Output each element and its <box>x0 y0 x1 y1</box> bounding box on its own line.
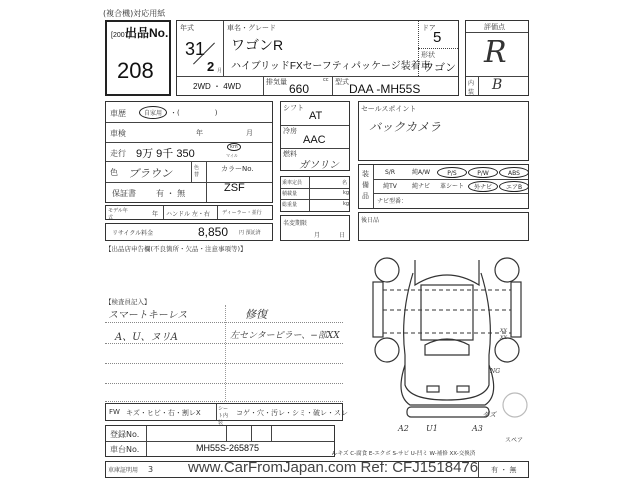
load-label: 積載量 <box>282 191 298 197</box>
inspection-month: 月 <box>246 129 253 137</box>
sales-point-block <box>358 101 529 161</box>
grade-box <box>465 20 529 96</box>
model-year-label: モデル年式 <box>108 208 128 221</box>
fuel-label: 燃料 <box>283 150 297 158</box>
capacity-label: 乗車定員 <box>282 180 303 186</box>
equipment-item: 純TV <box>383 183 397 190</box>
color-no-label: カラーNo. <box>221 165 254 173</box>
grade-label: 評価点 <box>484 23 505 31</box>
drive: 2WD ・ 4WD <box>193 82 241 91</box>
equipment-item: P/S <box>437 167 467 178</box>
displacement: 660 <box>289 82 310 96</box>
vehicle-box <box>176 20 459 96</box>
inspector-note: スマートキーレス <box>108 310 188 321</box>
name-label: 車名・グレード <box>227 24 276 32</box>
inspector-note: A、U、ヌリA <box>115 332 178 343</box>
recycle-label: リサイクル料金 <box>112 230 154 237</box>
damage-mark: U1 <box>426 424 438 433</box>
model-year-row <box>105 205 273 220</box>
model-label: 型式 <box>335 78 349 86</box>
inspector-label: 【検査員記入】 <box>105 298 151 306</box>
load-unit: kg <box>343 190 350 196</box>
fw-options: キズ・ヒビ・右・割レX <box>126 409 201 417</box>
damage-legend: A-キズ C-腐食 E-エクボ S-サビ U-凹ミ W-補修 XX-交換済 <box>332 451 476 457</box>
name-change-month: 月 <box>314 232 321 239</box>
equipment-item: ABS <box>499 167 529 178</box>
name-change-label: 名変期限 <box>283 220 308 227</box>
inspection-label: 車検 <box>110 129 126 138</box>
navi-model-label: ナビ型番： <box>377 198 408 205</box>
mileage: 9万 9千 350 <box>136 148 195 160</box>
lot-box <box>105 20 171 96</box>
damage-mark: A2 <box>398 424 409 433</box>
recycle-unit: 円 預託済 <box>239 230 261 236</box>
color-change-label: 色替 <box>194 165 200 178</box>
shift: AT <box>309 110 323 122</box>
car-name: ワゴンR <box>231 37 284 53</box>
year: 31 <box>185 39 206 59</box>
capacity-block <box>280 176 350 212</box>
seat-label: シート内装 <box>218 406 229 426</box>
spare-label: スペア <box>505 437 524 444</box>
damage-mark: NG <box>490 368 501 375</box>
inspection-year: 年 <box>196 129 203 137</box>
name-change-block <box>280 215 350 241</box>
garage-options: 有 ・ 無 <box>491 466 517 474</box>
registration-box <box>105 425 335 457</box>
grade-name: ハイブリッドFXセーフティパッケージ装着車 <box>231 61 431 72</box>
mile-unit: マイル <box>226 153 238 158</box>
history-label: 車歴 <box>110 109 126 118</box>
equipment-label: 装備品 <box>362 170 369 200</box>
history-value: 自家用 <box>139 106 167 119</box>
equipment-item: 純A/W <box>411 169 431 176</box>
damage-mark: XX <box>500 328 508 334</box>
color-no: ZSF <box>224 182 245 194</box>
garage-label: 車庫証明用 <box>108 467 139 474</box>
equipment-item: P/W <box>468 167 498 178</box>
doors: 5 <box>433 29 442 46</box>
damage-mark: A3 <box>472 424 483 433</box>
watermark: www.CarFromJapan.com Ref: CFJ1518476 <box>188 459 479 476</box>
capacity-unit: 名 <box>342 180 348 186</box>
equipment-item: 外ナビ <box>468 181 498 192</box>
fw-label: FW <box>109 408 120 416</box>
equipment-item: 革シート <box>439 183 464 190</box>
weight-label: 総重量 <box>282 202 298 208</box>
model-year-unit: 年 <box>152 211 159 218</box>
later-items-label: 後日品 <box>361 217 380 224</box>
damage-mark: ダズ <box>482 411 496 419</box>
color-label: 色 <box>110 168 118 177</box>
dealer-options: ディーラー・並行 <box>222 210 262 216</box>
handle-options: ハンドル 左・右 <box>166 211 210 218</box>
chassis-label: 車台No. <box>110 445 140 454</box>
damage-mark: XX <box>500 335 508 341</box>
seat-options: コゲ・穴・汚レ・シミ・破レ・スレ <box>236 409 348 417</box>
lot-number: 208 <box>117 58 154 83</box>
history-block <box>105 101 273 203</box>
recycle-amount: 8,850 <box>198 225 229 239</box>
lot-label: 出品No. <box>125 26 169 40</box>
shift-block <box>280 101 350 171</box>
grade-score: R <box>484 35 507 70</box>
month-unit: 月 <box>217 68 223 74</box>
fw-row <box>105 403 348 426</box>
name-change-day: 日 <box>339 232 346 239</box>
later-items-block <box>358 212 529 241</box>
equipment-item: 純ナビ <box>411 183 430 190</box>
shape-label: 形状 <box>421 51 435 59</box>
interior-label: 内装 <box>468 80 475 96</box>
sales-point: バックカメラ <box>369 120 442 134</box>
lot-year-tag: [2007] <box>111 32 131 39</box>
mileage-label: 走行 <box>110 149 126 158</box>
cc-unit: cc <box>323 77 329 83</box>
color: ブラウン <box>128 167 172 180</box>
inspector-note: 修復 <box>245 308 267 321</box>
warranty-options: 有 ・ 無 <box>156 189 186 198</box>
km-unit: km <box>227 143 241 151</box>
equipment-block <box>358 164 529 209</box>
sales-label: セールスポイント <box>361 105 417 113</box>
equipment-item: エアB <box>499 181 529 192</box>
chassis-number: MH55S-265875 <box>196 443 260 453</box>
equipment-item: S/R <box>385 169 395 176</box>
history-paren: ・( ) <box>170 109 218 117</box>
garage-value: 3 <box>148 465 154 474</box>
ac-label: 冷房 <box>283 127 297 135</box>
model-code: DAA -MH55S <box>349 82 421 96</box>
ac: AAC <box>303 134 326 146</box>
year-label: 年式 <box>180 24 194 32</box>
declaration-label: 【出品店申告欄(不良箇所・欠品・注意事項等)】 <box>105 245 247 253</box>
month: 2 <box>207 59 215 74</box>
inspector-note: 左センターピラー、−部XX <box>230 331 340 341</box>
interior-grade: B <box>492 77 503 93</box>
shift-label: シフト <box>283 104 304 112</box>
door-label: ドア <box>422 24 436 32</box>
reg-label: 登録No. <box>110 430 140 439</box>
fuel: ガソリン <box>299 160 339 171</box>
weight-unit: kg <box>343 201 350 207</box>
displacement-label: 排気量 <box>266 78 287 86</box>
warranty-label: 保証書 <box>112 189 136 198</box>
recycle-row <box>105 223 273 241</box>
paper-note: (複合機)対応用紙 <box>103 9 166 18</box>
shape: ワゴン <box>423 62 456 74</box>
